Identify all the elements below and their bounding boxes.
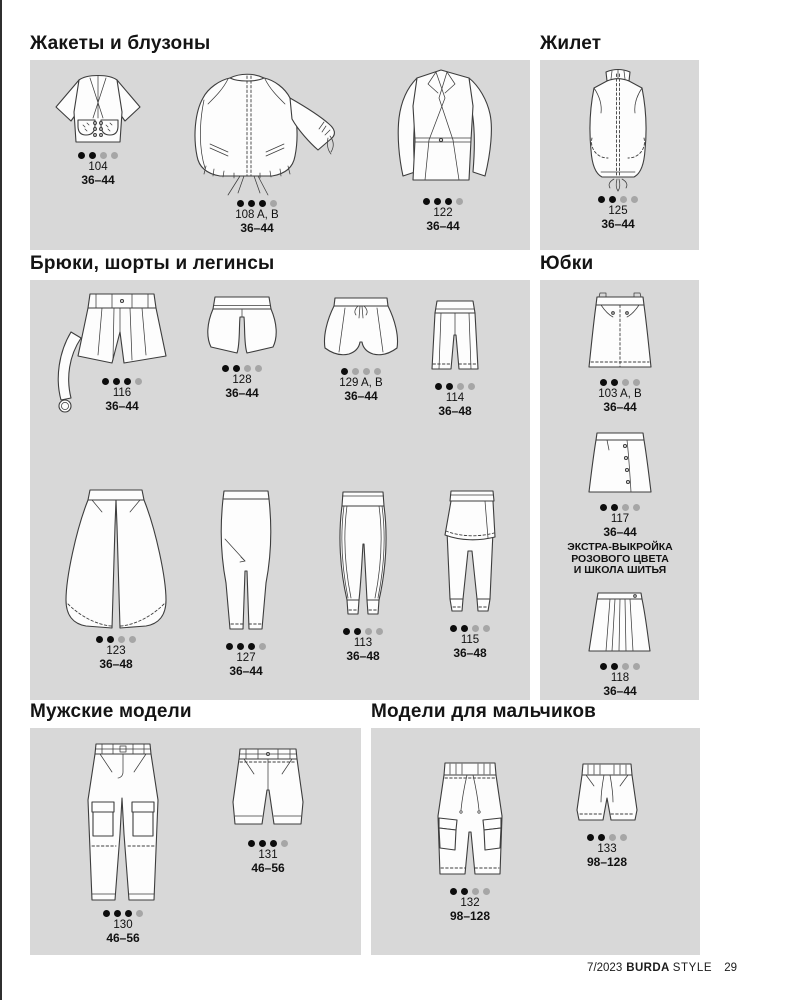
footer-brand-suffix: STYLE bbox=[672, 962, 713, 974]
difficulty-dots bbox=[412, 887, 528, 895]
difficulty-dot-filled bbox=[125, 910, 132, 917]
size-range: 98–128 bbox=[586, 855, 628, 869]
difficulty-dot-filled bbox=[113, 378, 120, 385]
section-title-vest: Жилет bbox=[540, 33, 602, 54]
pattern-number: 133 bbox=[597, 843, 617, 855]
section-title-men: Мужские модели bbox=[30, 701, 192, 722]
difficulty-dot-empty bbox=[622, 379, 629, 386]
garment-sketch-103-skirt bbox=[585, 291, 655, 375]
difficulty-dot-empty bbox=[609, 834, 616, 841]
pattern-item-131 bbox=[213, 744, 323, 875]
difficulty-dot-filled bbox=[78, 152, 85, 159]
pattern-number: 127 bbox=[236, 652, 256, 664]
difficulty-dot-filled bbox=[354, 628, 361, 635]
pattern-item-118 bbox=[568, 588, 672, 698]
difficulty-dot-empty bbox=[135, 378, 142, 385]
difficulty-dot-empty bbox=[118, 636, 125, 643]
section-title-pants: Брюки, шорты и легинсы bbox=[30, 253, 275, 274]
difficulty-dot-filled bbox=[600, 504, 607, 511]
difficulty-dot-filled bbox=[103, 910, 110, 917]
difficulty-dot-empty bbox=[352, 368, 359, 375]
size-range: 36–44 bbox=[426, 219, 460, 233]
pattern-number: 125 bbox=[608, 205, 628, 217]
difficulty-dot-filled bbox=[587, 834, 594, 841]
size-range: 36–48 bbox=[346, 649, 380, 663]
pattern-number: 132 bbox=[460, 897, 480, 909]
difficulty-dot-filled bbox=[114, 910, 121, 917]
difficulty-dot-empty bbox=[136, 910, 143, 917]
garment-sketch-125-vest bbox=[574, 66, 662, 192]
garment-sketch-115-skirted-joggers bbox=[435, 487, 505, 621]
footer-page-number: 29 bbox=[724, 962, 737, 974]
garment-sketch-116-shorts bbox=[72, 290, 172, 374]
garment-sketch-128-shorts bbox=[203, 293, 281, 361]
pattern-number: 122 bbox=[433, 207, 453, 219]
difficulty-dot-filled bbox=[609, 196, 616, 203]
difficulty-dot-filled bbox=[226, 643, 233, 650]
extra-pattern-note-line: ЭКСТРА-ВЫКРОЙКА bbox=[567, 541, 673, 553]
difficulty-dot-empty bbox=[259, 643, 266, 650]
difficulty-dot-filled bbox=[611, 663, 618, 670]
difficulty-dots bbox=[568, 662, 672, 670]
difficulty-dot-empty bbox=[622, 663, 629, 670]
difficulty-dot-filled bbox=[248, 200, 255, 207]
page-edge-shadow bbox=[0, 0, 2, 1000]
size-range: 98–128 bbox=[449, 909, 491, 923]
size-range: 36–44 bbox=[240, 221, 274, 235]
pattern-number: 116 bbox=[112, 387, 132, 399]
extra-pattern-note bbox=[563, 542, 677, 577]
difficulty-dot-filled bbox=[102, 378, 109, 385]
pattern-number: 108 A, B bbox=[235, 209, 279, 221]
difficulty-dot-empty bbox=[376, 628, 383, 635]
difficulty-dot-filled bbox=[96, 636, 103, 643]
difficulty-dots bbox=[313, 627, 413, 635]
pattern-item-133 bbox=[551, 760, 663, 869]
difficulty-dot-filled bbox=[248, 643, 255, 650]
size-range: 36–44 bbox=[344, 389, 378, 403]
size-range: 36–44 bbox=[603, 525, 637, 539]
difficulty-dot-filled bbox=[237, 200, 244, 207]
difficulty-dots bbox=[413, 382, 497, 390]
difficulty-dots bbox=[51, 635, 181, 643]
size-range: 36–44 bbox=[601, 217, 635, 231]
size-range: 36–44 bbox=[105, 399, 139, 413]
difficulty-dot-filled bbox=[107, 636, 114, 643]
garment-sketch-117-wrap-skirt bbox=[585, 428, 655, 500]
pattern-item-116 bbox=[66, 290, 178, 413]
difficulty-dots bbox=[563, 503, 677, 511]
pattern-number: 129 A, B bbox=[339, 377, 383, 389]
difficulty-dot-empty bbox=[456, 198, 463, 205]
difficulty-dots bbox=[551, 833, 663, 841]
pattern-number: 130 bbox=[113, 919, 133, 931]
difficulty-dots bbox=[63, 909, 183, 917]
pattern-number: 128 bbox=[232, 374, 252, 386]
size-range: 36–48 bbox=[438, 404, 472, 418]
pattern-number: 117 bbox=[610, 513, 630, 525]
difficulty-dots bbox=[196, 642, 296, 650]
garment-sketch-130-cargo-pants bbox=[80, 738, 166, 906]
difficulty-dot-empty bbox=[633, 663, 640, 670]
difficulty-dot-empty bbox=[633, 504, 640, 511]
difficulty-dot-empty bbox=[622, 504, 629, 511]
size-range: 36–44 bbox=[229, 664, 263, 678]
difficulty-dot-filled bbox=[343, 628, 350, 635]
difficulty-dot-filled bbox=[259, 200, 266, 207]
pattern-number: 104 bbox=[88, 161, 108, 173]
pattern-item-108 bbox=[168, 64, 346, 235]
garment-sketch-131-shorts bbox=[228, 744, 308, 836]
difficulty-dot-empty bbox=[631, 196, 638, 203]
difficulty-dots bbox=[168, 199, 346, 207]
garment-sketch-127-pants bbox=[212, 487, 280, 639]
difficulty-dot-filled bbox=[461, 888, 468, 895]
difficulty-dot-empty bbox=[472, 625, 479, 632]
difficulty-dot-filled bbox=[611, 504, 618, 511]
pattern-item-130 bbox=[63, 738, 183, 945]
size-range: 36–44 bbox=[225, 386, 259, 400]
difficulty-dots bbox=[66, 377, 178, 385]
pattern-item-103 bbox=[568, 291, 672, 414]
difficulty-dot-filled bbox=[446, 383, 453, 390]
pattern-number: 114 bbox=[445, 392, 465, 404]
pattern-number: 115 bbox=[460, 634, 480, 646]
garment-sketch-118-pleated-skirt bbox=[586, 588, 654, 659]
difficulty-dot-filled bbox=[89, 152, 96, 159]
difficulty-dot-empty bbox=[620, 834, 627, 841]
difficulty-dot-filled bbox=[445, 198, 452, 205]
pattern-item-104 bbox=[40, 70, 156, 187]
pattern-item-117 bbox=[563, 428, 677, 577]
pattern-item-132 bbox=[412, 758, 528, 923]
difficulty-dots bbox=[213, 839, 323, 847]
size-range: 46–56 bbox=[106, 931, 140, 945]
difficulty-dot-empty bbox=[129, 636, 136, 643]
size-range: 36–48 bbox=[99, 657, 133, 671]
garment-sketch-122-blazer bbox=[387, 62, 499, 194]
difficulty-dot-filled bbox=[259, 840, 266, 847]
size-range: 46–56 bbox=[251, 861, 285, 875]
pattern-item-127 bbox=[196, 487, 296, 678]
difficulty-dot-empty bbox=[483, 888, 490, 895]
difficulty-dot-filled bbox=[237, 643, 244, 650]
pattern-number: 113 bbox=[353, 637, 373, 649]
garment-sketch-114-biker-shorts bbox=[425, 297, 485, 379]
difficulty-dot-empty bbox=[244, 365, 251, 372]
difficulty-dots bbox=[420, 624, 520, 632]
difficulty-dots bbox=[385, 197, 501, 205]
footer-brand: BURDA bbox=[626, 962, 670, 974]
pattern-item-113 bbox=[313, 488, 413, 663]
pattern-number: 131 bbox=[258, 849, 278, 861]
size-range: 36–44 bbox=[81, 173, 115, 187]
difficulty-dot-filled bbox=[598, 196, 605, 203]
garment-sketch-132-cargo-pants bbox=[431, 758, 509, 884]
difficulty-dot-empty bbox=[281, 840, 288, 847]
footer-issue: 7/2023 bbox=[587, 962, 623, 974]
difficulty-dot-empty bbox=[270, 200, 277, 207]
pattern-number: 118 bbox=[610, 672, 630, 684]
size-range: 36–44 bbox=[603, 684, 637, 698]
pattern-number: 123 bbox=[106, 645, 126, 657]
difficulty-dot-filled bbox=[611, 379, 618, 386]
difficulty-dot-empty bbox=[374, 368, 381, 375]
pattern-item-122 bbox=[385, 62, 501, 233]
pattern-item-114 bbox=[413, 297, 497, 418]
pattern-item-129 bbox=[311, 292, 411, 403]
extra-pattern-note-line: РОЗОВОГО ЦВЕТА bbox=[571, 552, 669, 565]
difficulty-dot-empty bbox=[100, 152, 107, 159]
difficulty-dot-filled bbox=[423, 198, 430, 205]
section-title-jackets: Жакеты и блузоны bbox=[30, 33, 211, 54]
size-range: 36–48 bbox=[453, 646, 487, 660]
difficulty-dot-filled bbox=[461, 625, 468, 632]
difficulty-dot-filled bbox=[233, 365, 240, 372]
difficulty-dot-empty bbox=[472, 888, 479, 895]
difficulty-dot-empty bbox=[620, 196, 627, 203]
difficulty-dot-filled bbox=[598, 834, 605, 841]
pattern-number: 103 A, B bbox=[598, 388, 642, 400]
difficulty-dot-empty bbox=[468, 383, 475, 390]
difficulty-dot-empty bbox=[483, 625, 490, 632]
difficulty-dots bbox=[192, 364, 292, 372]
pattern-item-125 bbox=[560, 66, 676, 231]
garment-sketch-123-culottes bbox=[56, 486, 176, 632]
difficulty-dot-filled bbox=[270, 840, 277, 847]
difficulty-dot-filled bbox=[434, 198, 441, 205]
difficulty-dot-filled bbox=[124, 378, 131, 385]
garment-sketch-108-blouson bbox=[168, 64, 346, 196]
pattern-item-123 bbox=[51, 486, 181, 671]
difficulty-dot-filled bbox=[600, 663, 607, 670]
difficulty-dot-filled bbox=[248, 840, 255, 847]
difficulty-dot-empty bbox=[255, 365, 262, 372]
difficulty-dots bbox=[40, 151, 156, 159]
difficulty-dot-filled bbox=[450, 625, 457, 632]
difficulty-dot-empty bbox=[633, 379, 640, 386]
garment-sketch-129-shorts bbox=[321, 292, 401, 364]
section-title-boys: Модели для мальчиков bbox=[371, 701, 597, 722]
pattern-item-115 bbox=[420, 487, 520, 660]
garment-sketch-104-jacket bbox=[43, 70, 153, 148]
page-footer bbox=[587, 962, 737, 974]
difficulty-dot-filled bbox=[450, 888, 457, 895]
garment-sketch-133-shorts bbox=[572, 760, 642, 830]
difficulty-dot-empty bbox=[111, 152, 118, 159]
difficulty-dots bbox=[560, 195, 676, 203]
difficulty-dot-filled bbox=[341, 368, 348, 375]
pattern-item-128 bbox=[192, 293, 292, 400]
difficulty-dot-empty bbox=[457, 383, 464, 390]
difficulty-dot-empty bbox=[365, 628, 372, 635]
extra-pattern-note-line: И ШКОЛА ШИТЬЯ bbox=[573, 564, 667, 576]
garment-sketch-113-leggings bbox=[329, 488, 397, 624]
section-title-skirts: Юбки bbox=[540, 253, 594, 274]
difficulty-dot-filled bbox=[600, 379, 607, 386]
difficulty-dots bbox=[311, 367, 411, 375]
difficulty-dot-empty bbox=[363, 368, 370, 375]
difficulty-dots bbox=[568, 378, 672, 386]
difficulty-dot-filled bbox=[222, 365, 229, 372]
difficulty-dot-filled bbox=[435, 383, 442, 390]
size-range: 36–44 bbox=[603, 400, 637, 414]
